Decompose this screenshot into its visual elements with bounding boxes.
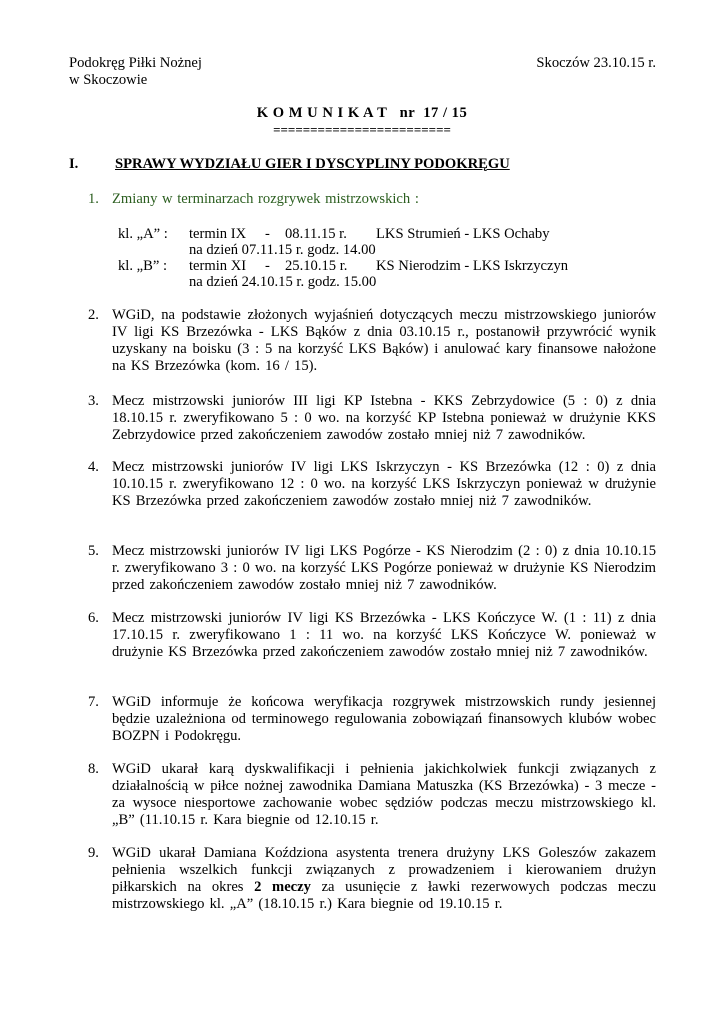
list-item [88, 459, 656, 510]
item-text: Mecz mistrzowski juniorów IV ligi LKS Iskrzyczyn - KS Brzezówka (12 : 0) z dnia 10.10.15 r. zweryfikowano 12 : 0 wo. na korzyść LKS Iskrzyczyn ponieważ w drużynie KS Brzezówka przed zakończeniem zawodów zostało mniej niż 7 zawodników. [112, 459, 656, 509]
list-item [88, 543, 656, 594]
list-item [88, 694, 656, 745]
item-number: 7. [88, 694, 99, 710]
schedule-match: LKS Strumień - LKS Ochaby [376, 226, 550, 242]
item-text: WGiD ukarał karą dyskwalifikacji i pełnienia jakichkolwiek funkcji związanych z działalnością w piłce nożnej zawodnika Damiana Matuszka (KS Brzezówka) - 3 mecze - za wysoce niesportowe zachowanie wobec sędziów podczas meczu mistrzowskiego kl. „B” (11.10.15 r. Kara biegnie od 12.10.15 r. [112, 761, 656, 828]
item-number: 6. [88, 610, 99, 626]
list-item [88, 761, 656, 829]
item-text-bold: 2 meczy [254, 879, 311, 895]
item-number: 3. [88, 393, 99, 409]
item-text: Mecz mistrzowski juniorów IV ligi KS Brzezówka - LKS Kończyce W. (1 : 11) z dnia 17.10.15 r. zweryfikowano 1 : 11 wo. na korzyść LKS Kończyce W. ponieważ w drużynie KS Brzezówka przed zakończeniem zawodów zostało mniej niż 7 zawodników. [112, 610, 656, 660]
item-text: Mecz mistrzowski juniorów IV ligi LKS Pogórze - KS Nierodzim (2 : 0) z dnia 10.10.15 r. zweryfikowano 3 : 0 wo. na korzyść LKS Pogórze ponieważ w drużynie KS Nierodzim przed zakończeniem zawodów zostało mniej niż 7 zawodników. [112, 543, 656, 593]
schedule-date: 25.10.15 r. [285, 258, 348, 274]
schedule-class: kl. „A” : [118, 226, 168, 242]
section-title: SPRAWY WYDZIAŁU GIER I DYSCYPLINY PODOKRĘGU [115, 156, 510, 172]
schedule-class: kl. „B” : [118, 258, 168, 274]
list-item [88, 610, 656, 661]
item-text-part: za usunięcie z ławki rezerwowych podczas meczu mistrzowskiego kl. „A” (18.10.15 r.) Kara biegnie od 19.10.15 r. [112, 879, 656, 912]
schedule-term: termin XI [189, 258, 247, 274]
schedule-new-date: na dzień 24.10.15 r. godz. 15.00 [189, 274, 377, 290]
schedule-dash: - [265, 226, 270, 242]
schedule-date: 08.11.15 r. [285, 226, 347, 242]
item-number: 5. [88, 543, 99, 559]
title-underline: ======================== [273, 122, 451, 137]
item-text [112, 845, 656, 913]
document-title: K O M U N I K A T nr 17 / 15 [256, 105, 468, 121]
place-date: Skoczów 23.10.15 r. [536, 55, 656, 71]
item-number: 8. [88, 761, 99, 777]
schedule-dash: - [265, 258, 270, 274]
list-item [88, 845, 656, 913]
item-text: Mecz mistrzowski juniorów III ligi KP Istebna - KKS Zebrzydowice (5 : 0) z dnia 18.10.15 r. zweryfikowano 5 : 0 wo. na korzyść KP Istebna ponieważ w drużynie KKS Zebrzydowice przed zakończeniem zawodów zostało mniej niż 7 zawodników. [112, 393, 656, 443]
item-number: 9. [88, 845, 99, 861]
schedule-new-date: na dzień 07.11.15 r. godz. 14.00 [189, 242, 376, 258]
item-text: WGiD, na podstawie złożonych wyjaśnień dotyczących meczu mistrzowskiego juniorów IV ligi KS Brzezówka - LKS Bąków z dnia 03.10.15 r., postanowił przywrócić wynik uzyskany na boisku (3 : 5 na korzyść LKS Bąków) i anulować kary finansowe nałożone na KS Brzezówka (kom. 16 / 15). [112, 307, 656, 374]
section-number: I. [69, 156, 79, 172]
org-name-line2: w Skoczowie [69, 72, 148, 88]
list-item [88, 393, 656, 444]
org-name-line1: Podokręg Piłki Nożnej [69, 55, 202, 71]
schedule-match: KS Nierodzim - LKS Iskrzyczyn [376, 258, 569, 274]
item-text: WGiD informuje że końcowa weryfikacja rozgrywek mistrzowskich rundy jesiennej będzie uzależniona od terminowego regulowania zobowiązań finansowych klubów wobec BOZPN i Podokręgu. [112, 694, 656, 744]
item-number: 2. [88, 307, 99, 323]
item-text-part: WGiD ukarał Damiana Koździona asystenta trenera drużyny LKS Goleszów zakazem pełnienia wszelkich funkcji związanych z prowadzeniem i kierowaniem drużyn piłkarskich na okres [112, 845, 656, 895]
item-number: 4. [88, 459, 99, 475]
list-item [88, 307, 656, 375]
section-heading [69, 156, 510, 173]
schedule-term: termin IX [189, 226, 247, 242]
item-1-number: 1. [88, 191, 99, 207]
item-1-heading: Zmiany w terminarzach rozgrywek mistrzowskich : [112, 191, 419, 207]
